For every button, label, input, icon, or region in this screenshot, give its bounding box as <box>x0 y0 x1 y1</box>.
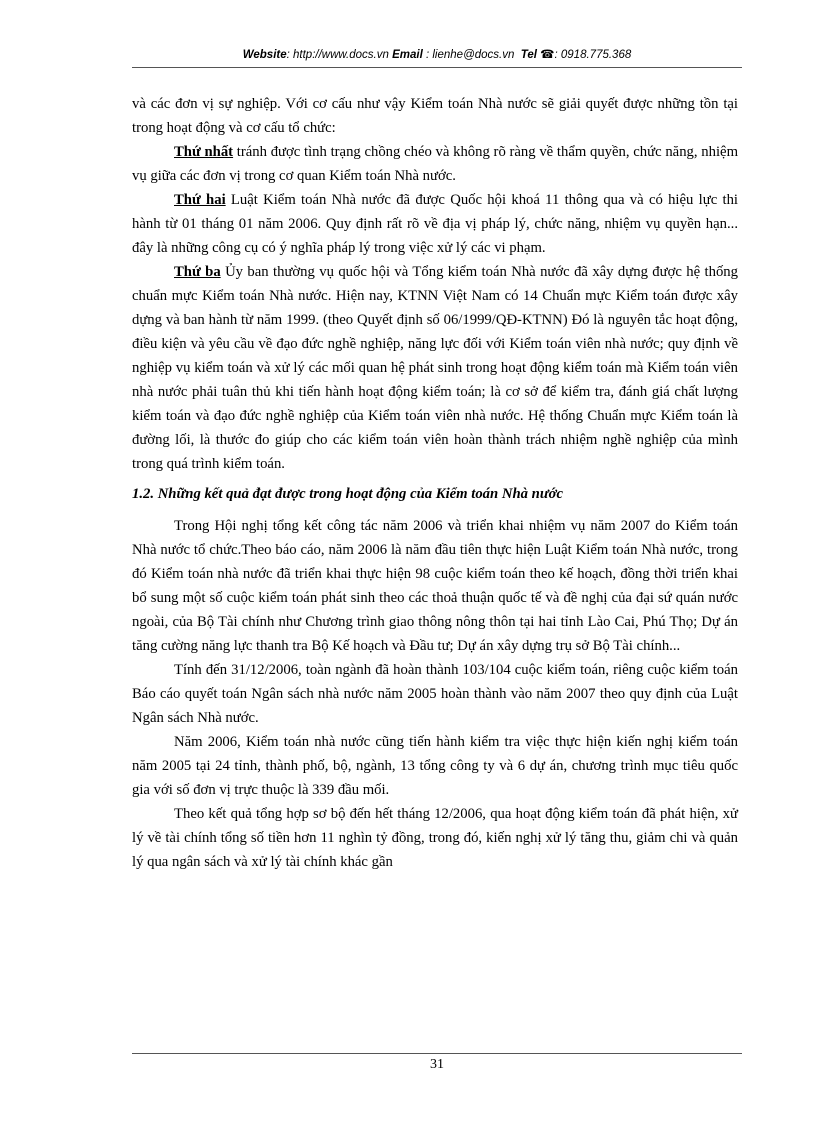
paragraph: Theo kết quả tổng hợp sơ bộ đến hết tháng 12/2006, qua hoạt động kiểm toán đã phát hiện, xử lý về tài chính tổng số tiền hơn 11 nghìn tỷ đồng, trong đó, kiến nghị xử lý tăng thu, giảm chi và quản lý qua ngân sách và xử lý tài chính khác gần <box>132 806 738 870</box>
email-label: Email <box>392 49 423 61</box>
website-label: Website <box>242 49 287 61</box>
page-header <box>132 47 742 61</box>
paragraph <box>132 140 738 188</box>
page-number: 31 <box>430 1057 444 1072</box>
paragraph: Trong Hội nghị tổng kết công tác năm 2006 và triển khai nhiệm vụ năm 2007 do Kiểm toán Nhà nước tổ chức.Theo báo cáo, năm 2006 là năm đầu tiên thực hiện Luật Kiểm toán Nhà nước, trong đó Kiểm toán nhà nước đã triển khai thực hiện 98 cuộc kiểm toán theo kế hoạch, đồng thời triển khai bổ sung một số cuộc kiểm toán phát sinh theo các thoả thuận quốc tế và đề nghị của đại sứ quán nước ngoài, của Bộ Tài chính như Chương trình giao thông nông thôn tại hai tỉnh Lào Cai, Phú Thọ; Dự án tăng cường năng lực thanh tra Bộ Kế hoạch và Đầu tư; Dự án xây dựng trụ sở Bộ Tài chính... <box>132 518 738 654</box>
paragraph-text: Luật Kiểm toán Nhà nước đã được Quốc hội khoá 11 thông qua và có hiệu lực thi hành từ 01 tháng 01 năm 2006. Quy định rất rõ về địa vị pháp lý, chức năng, nhiệm vụ quyền hạn... đây là những công cụ có ý nghĩa pháp lý trong việc xử lý các vi phạm. <box>132 192 738 256</box>
paragraph <box>132 260 738 476</box>
website-value: : http://www.docs.vn <box>286 49 389 61</box>
paragraph: và các đơn vị sự nghiệp. Với cơ cấu như vậy Kiểm toán Nhà nước sẽ giải quyết được những tồn tại trong hoạt động và cơ cấu tổ chức: <box>132 96 738 136</box>
section-heading: 1.2. Những kết quả đạt được trong hoạt động của Kiểm toán Nhà nước <box>132 486 564 502</box>
paragraph-lead: Thứ nhất <box>174 144 234 160</box>
tel-value: : 0918.775.368 <box>554 49 632 61</box>
document-body <box>132 92 738 874</box>
paragraph-text: Ủy ban thường vụ quốc hội và Tổng kiểm toán Nhà nước đã xây dựng được hệ thống chuẩn mực Kiểm toán Nhà nước. Hiện nay, KTNN Việt Nam có 14 Chuẩn mực Kiểm toán được xây dựng và ban hành từ năm 1999. (theo Quyết định số 06/1999/QĐ-KTNN) Đó là nguyên tắc hoạt động, điều kiện và yêu cầu về đạo đức nghề nghiệp, năng lực đối với Kiểm toán viên nhà nước; quy định về nghiệp vụ kiểm toán và xử lý các mối quan hệ phát sinh trong hoạt động kiểm toán mà Kiểm toán viên nhà nước phải tuân thủ khi tiến hành hoạt động kiểm toán; là cơ sở để kiểm tra, đánh giá chất lượng kiểm toán và đạo đức nghề nghiệp của Kiểm toán viên nhà nước. Hệ thống Chuẩn mực Kiểm toán là đường lối, là thước đo giúp cho các kiểm toán viên hoàn thành trách nhiệm nghề nghiệp của mình trong quá trình kiểm toán. <box>132 264 738 472</box>
tel-label: Tel <box>520 49 537 61</box>
paragraph: Năm 2006, Kiểm toán nhà nước cũng tiến hành kiểm tra việc thực hiện kiến nghị kiểm toán năm 2005 tại 24 tỉnh, thành phố, bộ, ngành, 13 tổng công ty và 6 dự án, chương trình mục tiêu quốc gia với số đơn vị trực thuộc là 339 đầu mối. <box>132 734 738 798</box>
paragraph-lead: Thứ hai <box>174 192 226 208</box>
paragraph-text: tránh được tình trạng chồng chéo và không rõ ràng về thẩm quyền, chức năng, nhiệm vụ giữa các đơn vị trong cơ quan Kiểm toán Nhà nước. <box>132 144 738 184</box>
paragraph: Tính đến 31/12/2006, toàn ngành đã hoàn thành 103/104 cuộc kiểm toán, riêng cuộc kiểm toán Báo cáo quyết toán Ngân sách nhà nước năm 2005 hoàn thành vào năm 2007 theo quy định của Luật Ngân sách Nhà nước. <box>132 662 738 726</box>
header-divider <box>132 67 742 68</box>
email-value: : lienhe@docs.vn <box>425 49 515 61</box>
paragraph <box>132 188 738 260</box>
footer-divider <box>132 1053 742 1054</box>
phone-icon: ☎ <box>540 49 555 61</box>
paragraph-lead: Thứ ba <box>174 264 221 280</box>
